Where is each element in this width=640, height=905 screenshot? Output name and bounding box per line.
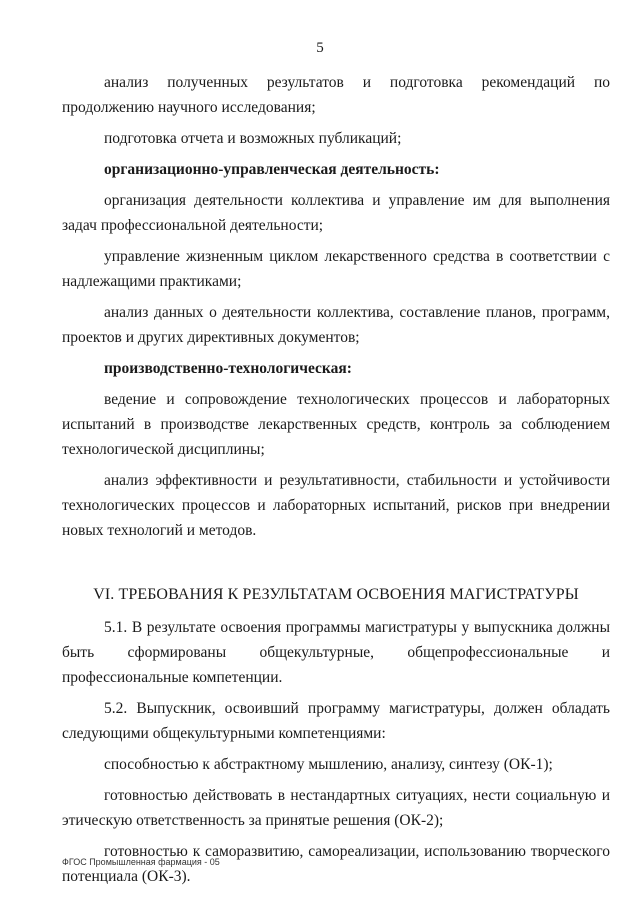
heading-production-technological: производственно-технологическая: <box>104 360 352 377</box>
paragraph-efficiency-analysis: анализ эффективности и результативности, стабильности и устойчивости технологических процессов и лабораторных испытаний, рисков при внедрении новых технологий и методов. <box>62 472 610 539</box>
paragraph-data-analysis: анализ данных о деятельности коллектива, составление планов, программ, проектов и других директивных документов; <box>62 304 610 346</box>
heading-organizational-activity: организационно-управленческая деятельность: <box>104 161 440 178</box>
paragraph-report-preparation: подготовка отчета и возможных публикаций; <box>104 130 402 147</box>
paragraph-process-management: ведение и сопровождение технологических процессов и лабораторных испытаний в производстве лекарственных средств, контроль за соблюдением технологической дисциплины; <box>62 391 610 458</box>
competence-ok-2: готовностью действовать в нестандартных ситуациях, нести социальную и этическую ответственность за принятые решения (ОК-2); <box>62 787 610 829</box>
document-body <box>62 70 610 895</box>
paragraph-analysis-results: анализ полученных результатов и подготовка рекомендаций по продолжению научного исследования; <box>62 74 610 116</box>
competence-ok-3: готовностью к саморазвитию, самореализации, использованию творческого потенциала (ОК-3). <box>62 843 610 885</box>
section-title: VI. ТРЕБОВАНИЯ К РЕЗУЛЬТАТАМ ОСВОЕНИЯ МАГИСТРАТУРЫ <box>93 586 579 603</box>
footer-label: ФГОС Промышленная фармация - 05 <box>62 857 220 867</box>
paragraph-5-2: 5.2. Выпускник, освоивший программу магистратуры, должен обладать следующими общекультурными компетенциями: <box>62 700 610 742</box>
paragraph-team-organization: организация деятельности коллектива и управление им для выполнения задач профессиональной деятельности; <box>62 192 610 234</box>
page-number: 5 <box>316 40 324 56</box>
competence-ok-1: способностью к абстрактному мышлению, анализу, синтезу (ОК-1); <box>104 756 553 773</box>
paragraph-5-1: 5.1. В результате освоения программы магистратуры у выпускника должны быть сформированы общекультурные, общепрофессиональные и профессиональные компетенции. <box>62 619 610 686</box>
paragraph-lifecycle-management: управление жизненным циклом лекарственного средства в соответствии с надлежащими практиками; <box>62 248 610 290</box>
